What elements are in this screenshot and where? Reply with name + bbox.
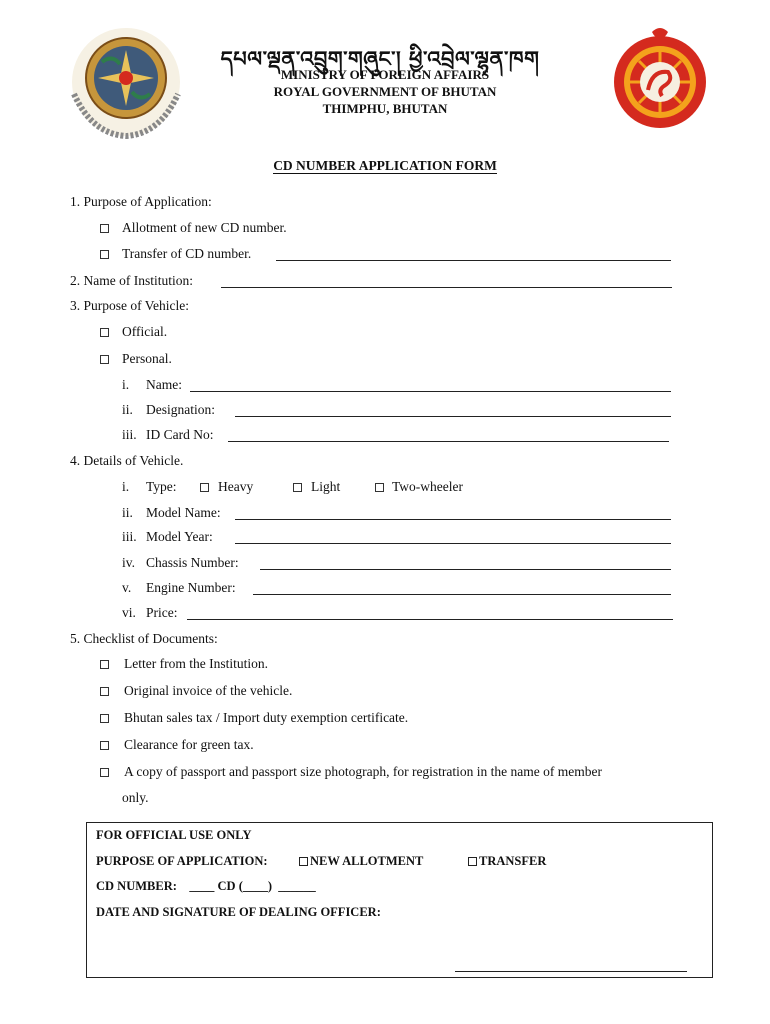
engine-field[interactable] bbox=[253, 594, 671, 595]
heavy-checkbox[interactable] bbox=[200, 483, 209, 492]
official-use-heading: FOR OFFICIAL USE ONLY bbox=[96, 828, 252, 842]
price-field[interactable] bbox=[187, 619, 673, 620]
official-purpose-label: PURPOSE OF APPLICATION: bbox=[96, 854, 268, 868]
personal-label: Personal. bbox=[122, 351, 172, 366]
item-number: iv. bbox=[122, 555, 135, 570]
section-2-label: 2. Name of Institution: bbox=[70, 273, 193, 288]
transfer-option[interactable] bbox=[468, 854, 546, 869]
official-transfer-label: TRANSFER bbox=[479, 854, 547, 868]
checklist-checkbox[interactable] bbox=[100, 714, 109, 723]
model-name-field[interactable] bbox=[235, 519, 671, 520]
new-allotment-option[interactable] bbox=[299, 854, 423, 869]
section-1-label: 1. Purpose of Application: bbox=[70, 194, 212, 209]
chassis-label: Chassis Number: bbox=[146, 555, 239, 570]
transfer-field[interactable] bbox=[276, 260, 671, 261]
form-title: CD NUMBER APPLICATION FORM bbox=[273, 158, 497, 173]
checklist-item: Clearance for green tax. bbox=[124, 737, 254, 752]
two-wheeler-label: Two-wheeler bbox=[392, 479, 464, 494]
item-number: ii. bbox=[122, 402, 133, 417]
section-4-label: 4. Details of Vehicle. bbox=[70, 453, 184, 468]
official-transfer-checkbox[interactable] bbox=[468, 857, 477, 866]
location: THIMPHU, BHUTAN bbox=[322, 101, 448, 116]
tibetan-ministry-name: དཔལ་ལྡན་འབྲུག་གཞུང་། ཕྱི་འབྲེལ་ལྷན་ཁག bbox=[220, 47, 540, 71]
heavy-label: Heavy bbox=[218, 479, 254, 494]
model-year-field[interactable] bbox=[235, 543, 671, 544]
item-number: v. bbox=[122, 580, 132, 595]
name-label: Name: bbox=[146, 377, 182, 392]
designation-field[interactable] bbox=[235, 416, 671, 417]
chassis-field[interactable] bbox=[260, 569, 671, 570]
designation-label: Designation: bbox=[146, 402, 215, 417]
official-checkbox[interactable] bbox=[100, 328, 109, 337]
signature-label: DATE AND SIGNATURE OF DEALING OFFICER: bbox=[96, 905, 381, 919]
light-label: Light bbox=[311, 479, 341, 494]
checklist-item: A copy of passport and passport size photograph, for registration in the name of member bbox=[124, 764, 603, 779]
signature-line[interactable] bbox=[455, 971, 687, 972]
name-field[interactable] bbox=[190, 391, 671, 392]
checklist-checkbox[interactable] bbox=[100, 687, 109, 696]
checklist-item-continued: only. bbox=[122, 790, 149, 805]
government-name: ROYAL GOVERNMENT OF BHUTAN bbox=[273, 84, 497, 99]
checklist-checkbox[interactable] bbox=[100, 768, 109, 777]
allotment-checkbox[interactable] bbox=[100, 224, 109, 233]
id-card-field[interactable] bbox=[228, 441, 669, 442]
two-wheeler-checkbox[interactable] bbox=[375, 483, 384, 492]
transfer-label: Transfer of CD number. bbox=[122, 246, 252, 261]
new-allotment-checkbox[interactable] bbox=[299, 857, 308, 866]
checklist-item: Letter from the Institution. bbox=[124, 656, 268, 671]
type-label: Type: bbox=[146, 479, 177, 494]
checklist-item: Original invoice of the vehicle. bbox=[124, 683, 293, 698]
institution-field[interactable] bbox=[221, 287, 672, 288]
new-allotment-label: NEW ALLOTMENT bbox=[310, 854, 424, 868]
price-label: Price: bbox=[146, 605, 178, 620]
transfer-checkbox[interactable] bbox=[100, 250, 109, 259]
checklist-checkbox[interactable] bbox=[100, 660, 109, 669]
item-number: vi. bbox=[122, 605, 136, 620]
engine-label: Engine Number: bbox=[146, 580, 236, 595]
item-number: i. bbox=[122, 377, 130, 392]
official-use-box bbox=[86, 822, 713, 978]
id-card-label: ID Card No: bbox=[146, 427, 214, 442]
cd-number-field[interactable]: CD NUMBER: ____ CD (____) ______ bbox=[96, 879, 316, 893]
item-number: iii. bbox=[122, 529, 137, 544]
ministry-name: MINISTRY OF FOREIGN AFFAIRS bbox=[280, 67, 490, 82]
item-number: ii. bbox=[122, 505, 133, 520]
checklist-item: Bhutan sales tax / Import duty exemption certificate. bbox=[124, 710, 409, 725]
model-year-label: Model Year: bbox=[146, 529, 213, 544]
section-5-label: 5. Checklist of Documents: bbox=[70, 631, 218, 646]
item-number: iii. bbox=[122, 427, 137, 442]
official-label: Official. bbox=[122, 324, 168, 339]
section-3-label: 3. Purpose of Vehicle: bbox=[70, 298, 189, 313]
allotment-label: Allotment of new CD number. bbox=[122, 220, 287, 235]
model-name-label: Model Name: bbox=[146, 505, 221, 520]
item-number: i. bbox=[122, 479, 130, 494]
light-checkbox[interactable] bbox=[293, 483, 302, 492]
checklist-checkbox[interactable] bbox=[100, 741, 109, 750]
personal-checkbox[interactable] bbox=[100, 355, 109, 364]
